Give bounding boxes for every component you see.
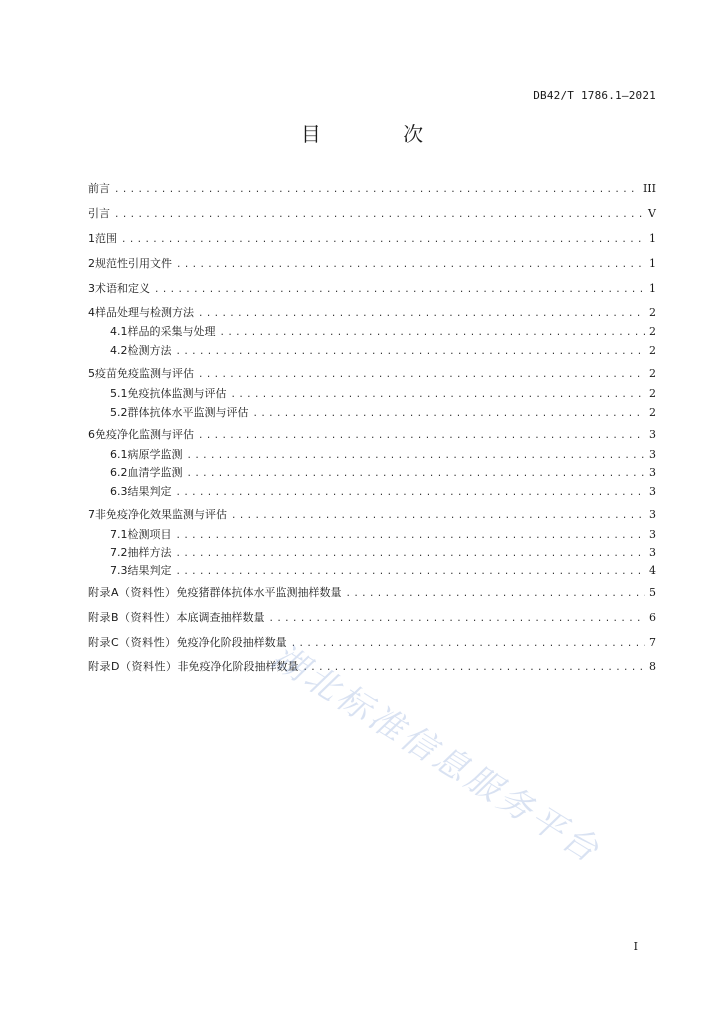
toc-entry-label: 血清学监测	[127, 466, 183, 479]
toc-leader-dots	[176, 346, 646, 359]
toc-entry-label: 抽样方法	[127, 546, 172, 559]
document-code: DB42/T 1786.1—2021	[533, 89, 656, 102]
toc-entry-page: 3	[649, 546, 656, 559]
toc-entry-page: 1	[649, 232, 656, 245]
toc-leader-dots	[198, 430, 645, 443]
toc-entry-label: 免疫猪群体抗体水平监测抽样数量	[176, 586, 342, 599]
toc-leader-dots	[220, 327, 646, 340]
page-number: I	[633, 940, 638, 953]
toc-entry-page: III	[642, 182, 656, 195]
toc-entry[interactable]	[88, 232, 656, 247]
toc-entry-page: 6	[649, 611, 656, 624]
toc-entry[interactable]	[99, 344, 656, 359]
toc-leader-dots	[176, 566, 646, 579]
toc-entry-page: 2	[649, 406, 656, 419]
toc-entry-number: 4.1	[110, 325, 128, 338]
toc-entry-label: 前言	[88, 182, 110, 195]
toc-entry[interactable]	[88, 428, 656, 443]
toc-entry[interactable]	[88, 207, 656, 222]
toc-entry-label: 样品的采集与处理	[127, 325, 216, 338]
toc-entry-number: 6	[88, 428, 95, 441]
toc-entry-label: 结果判定	[127, 564, 172, 577]
toc-entry[interactable]	[99, 564, 656, 579]
toc-entry-number: 5.2	[110, 406, 128, 419]
toc-leader-dots	[269, 613, 645, 626]
toc-leader-dots	[114, 209, 644, 222]
toc-leader-dots	[176, 487, 646, 500]
toc-entry-page: 2	[649, 344, 656, 357]
toc-entry-page: 1	[649, 282, 656, 295]
toc-entry[interactable]	[88, 182, 656, 197]
toc-entry-label: 范围	[95, 232, 117, 245]
toc-entry-page: 2	[649, 387, 656, 400]
toc-entry-number: 7.1	[110, 528, 128, 541]
toc-entry-label: 免疫净化阶段抽样数量	[176, 636, 287, 649]
toc-entry[interactable]	[88, 282, 656, 297]
toc-entry-number: 附录C（资料性）	[88, 636, 177, 649]
toc-entry-page: 3	[649, 466, 656, 479]
toc-entry-label: 引言	[88, 207, 110, 220]
toc-entry-label: 样品处理与检测方法	[95, 306, 194, 319]
toc-entry-page: 3	[649, 528, 656, 541]
toc-entry-page: 3	[649, 485, 656, 498]
toc-entry-page: 8	[649, 660, 656, 673]
toc-leader-dots	[198, 369, 645, 382]
toc-leader-dots	[253, 408, 646, 421]
toc-entry-number: 6.1	[110, 448, 128, 461]
toc-entry[interactable]	[99, 406, 656, 421]
toc-entry-label: 本底调查抽样数量	[176, 611, 265, 624]
toc-entry[interactable]	[99, 485, 656, 500]
toc-leader-dots	[176, 259, 645, 272]
toc-leader-dots	[302, 662, 645, 675]
toc-entry-page: 5	[649, 586, 656, 599]
toc-entry-number: 6.2	[110, 466, 128, 479]
toc-leader-dots	[231, 510, 645, 523]
toc-entry-number: 7.3	[110, 564, 128, 577]
toc-entry-label: 检测项目	[127, 528, 172, 541]
toc-entry-number: 6.3	[110, 485, 128, 498]
toc-entry-label: 病原学监测	[127, 448, 183, 461]
toc-entry-page: 3	[649, 428, 656, 441]
toc-entry-label: 规范性引用文件	[95, 257, 172, 270]
toc-leader-dots	[176, 548, 646, 561]
toc-leader-dots	[154, 284, 645, 297]
toc-entry-number: 4	[88, 306, 95, 319]
toc-entry-page: 1	[649, 257, 656, 270]
page-title: 目 次	[300, 122, 462, 146]
toc-leader-dots	[346, 588, 645, 601]
toc-leader-dots	[121, 234, 645, 247]
toc-entry[interactable]	[99, 448, 656, 463]
toc-leader-dots	[176, 530, 646, 543]
toc-entry-number: 5	[88, 367, 95, 380]
toc-entry-page: 2	[649, 367, 656, 380]
toc-entry[interactable]	[88, 257, 656, 272]
toc-entry-number: 7.2	[110, 546, 128, 559]
toc-entry[interactable]	[88, 611, 656, 626]
toc-entry-number: 5.1	[110, 387, 128, 400]
toc-entry-number: 3	[88, 282, 95, 295]
toc-entry-page: 3	[649, 508, 656, 521]
toc-entry-number: 1	[88, 232, 95, 245]
toc-entry[interactable]	[88, 508, 656, 523]
toc-leader-dots	[231, 389, 646, 402]
watermark-text: 湖北标准信息服务平台	[264, 636, 609, 873]
toc-entry-number: 附录D（资料性）	[88, 660, 178, 673]
toc-entry-label: 免疫抗体监测与评估	[127, 387, 227, 400]
toc-entry-label: 非免疫净化阶段抽样数量	[177, 660, 299, 673]
toc-entry[interactable]	[88, 306, 656, 321]
toc-entry-label: 群体抗体水平监测与评估	[127, 406, 249, 419]
toc-entry-number: 2	[88, 257, 95, 270]
toc-leader-dots	[114, 184, 639, 197]
toc-entry-page: 4	[649, 564, 656, 577]
toc-entry[interactable]	[88, 586, 656, 601]
toc-entry[interactable]	[99, 466, 656, 481]
toc-entry-label: 术语和定义	[95, 282, 150, 295]
toc-entry-label: 结果判定	[127, 485, 172, 498]
toc-entry-page: 2	[649, 306, 656, 319]
toc-entry-page: 7	[649, 636, 656, 649]
toc-leader-dots	[198, 308, 645, 321]
toc-leader-dots	[187, 468, 646, 481]
toc-entry-number: 4.2	[110, 344, 128, 357]
toc-entry-page: 3	[649, 448, 656, 461]
toc-entry-label: 疫苗免疫监测与评估	[95, 367, 194, 380]
toc-leader-dots	[187, 450, 646, 463]
toc-entry[interactable]	[99, 325, 656, 340]
toc-entry-page: 2	[649, 325, 656, 338]
toc-entry[interactable]	[99, 546, 656, 561]
toc-entry-number: 7	[88, 508, 95, 521]
toc-entry[interactable]	[99, 528, 656, 543]
toc-entry-number: 附录B（资料性）	[88, 611, 177, 624]
toc-entry-page: V	[648, 207, 656, 220]
toc-entry[interactable]	[99, 387, 656, 402]
toc-entry[interactable]	[88, 660, 656, 675]
toc-entry-number: 附录A（资料性）	[88, 586, 177, 599]
toc-entry-label: 免疫净化监测与评估	[95, 428, 194, 441]
toc-entry[interactable]	[88, 367, 656, 382]
toc-entry[interactable]	[88, 636, 656, 651]
toc-entry-label: 检测方法	[127, 344, 172, 357]
toc-leader-dots	[291, 638, 645, 651]
toc-entry-label: 非免疫净化效果监测与评估	[95, 508, 227, 521]
